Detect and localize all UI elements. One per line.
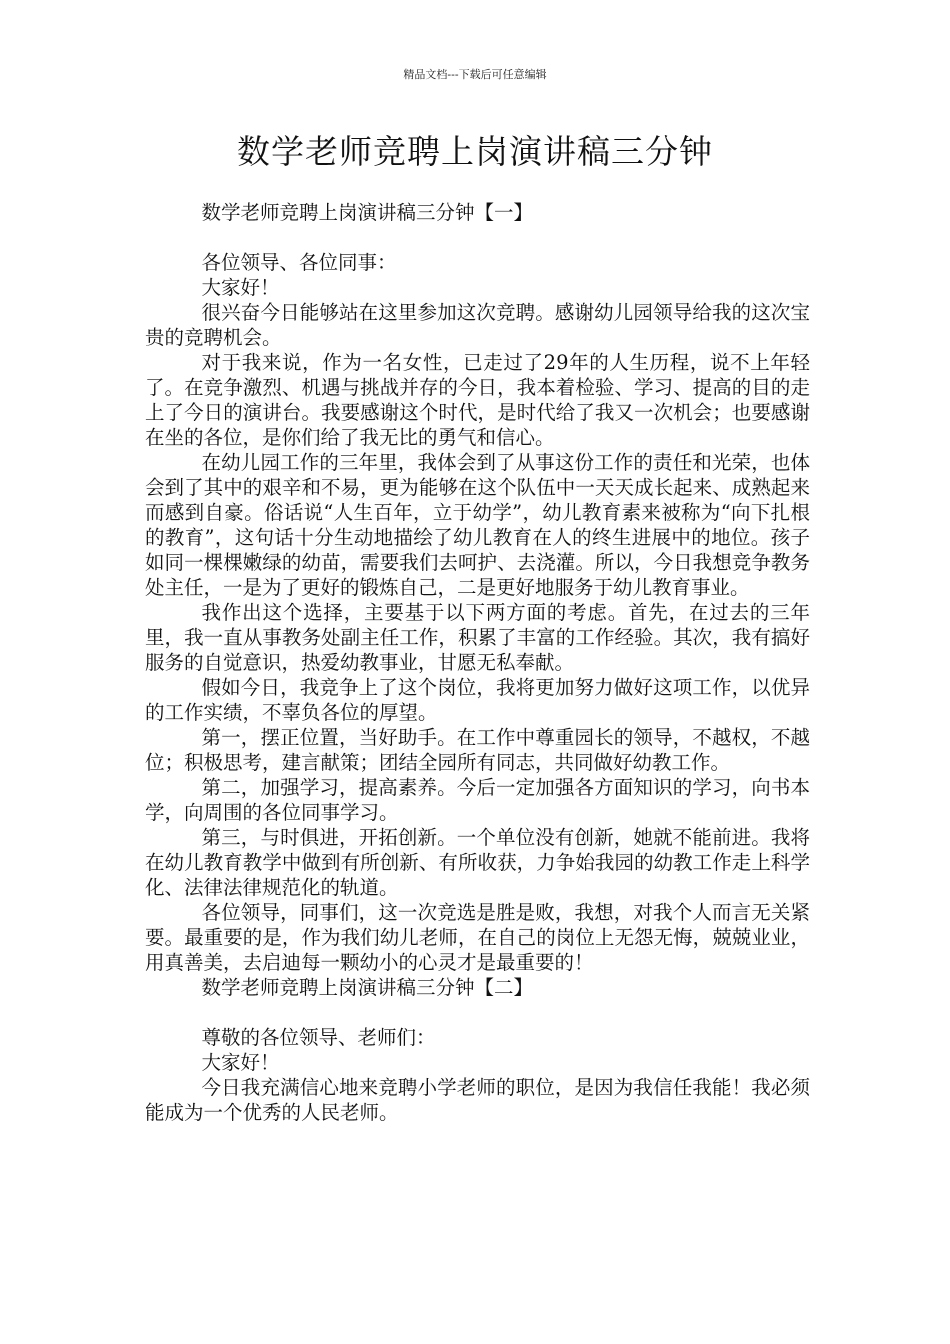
paragraph: 大家好！ [201, 276, 280, 299]
paragraph: 第二，加强学习，提高素养。今后一定加强各方面知识的学习，向书本学，向周围的各位同事学习。 [145, 776, 810, 824]
document-title: 数学老师竞聘上岗演讲稿三分钟 [237, 132, 713, 171]
paragraph: 各位领导、各位同事： [201, 251, 397, 274]
paragraph: 假如今日，我竞争上了这个岗位，我将更加努力做好这项工作，以优异的工作实绩，不辜负各位的厚望。 [145, 676, 810, 724]
paragraph: 第一，摆正位置，当好助手。在工作中尊重园长的领导，不越权，不越位；积极思考，建言献策；团结全园所有同志，共同做好幼教工作。 [145, 726, 810, 774]
paragraph: 对于我来说，作为一名女性，已走过了29年的人生历程，说不上年轻了。在竞争激烈、机遇与挑战并存的今日，我本着检验、学习、提高的目的走上了今日的演讲台。我要感谢这个时代，是时代给了我又一次机会；也要感谢在坐的各位，是你们给了我无比的勇气和信心。 [145, 351, 810, 449]
paragraph: 我作出这个选择，主要基于以下两方面的考虑。首先，在过去的三年里，我一直从事教务处副主任工作，积累了丰富的工作经验。其次，我有搞好服务的自觉意识，热爱幼教事业，甘愿无私奉献。 [145, 601, 810, 674]
section-heading-2: 数学老师竞聘上岗演讲稿三分钟【二】 [201, 976, 534, 999]
paragraph: 今日我充满信心地来竞聘小学老师的职位，是因为我信任我能！我必须能成为一个优秀的人民老师。 [145, 1076, 810, 1124]
paragraph: 尊敬的各位领导、老师们： [201, 1026, 436, 1049]
paragraph: 在幼儿园工作的三年里，我体会到了从事这份工作的责任和光荣，也体会到了其中的艰辛和不易，更为能够在这个队伍中一天天成长起来、成熟起来而感到自豪。俗话说“人生百年，立于幼学”，幼儿教育素来被称为“向下扎根的教育”，这句话十分生动地描绘了幼儿教育在人的终生进展中的地位。孩子如同一棵棵嫩绿的幼苗，需要我们去呵护、去浇灌。所以，今日我想竞争教务处主任，一是为了更好的锻炼自己，二是更好地服务于幼儿教育事业。 [145, 451, 810, 599]
paragraph: 大家好！ [201, 1051, 280, 1074]
document-body [145, 200, 810, 1125]
section-heading-1: 数学老师竞聘上岗演讲稿三分钟【一】 [201, 201, 534, 224]
paragraph: 很兴奋今日能够站在这里参加这次竞聘。感谢幼儿园领导给我的这次宝贵的竞聘机会。 [145, 301, 810, 349]
header-note: 精品文档---下载后可任意编辑 [403, 68, 547, 81]
paragraph: 第三，与时俱进，开拓创新。一个单位没有创新，她就不能前进。我将在幼儿教育教学中做到有所创新、有所收获，力争始我园的幼教工作走上科学化、法律法律规范化的轨道。 [145, 826, 810, 899]
paragraph: 各位领导，同事们，这一次竞选是胜是败，我想，对我个人而言无关紧要。最重要的是，作为我们幼儿老师，在自己的岗位上无怨无悔，兢兢业业，用真善美，去启迪每一颗幼小的心灵才是最重要的！ [145, 901, 810, 974]
